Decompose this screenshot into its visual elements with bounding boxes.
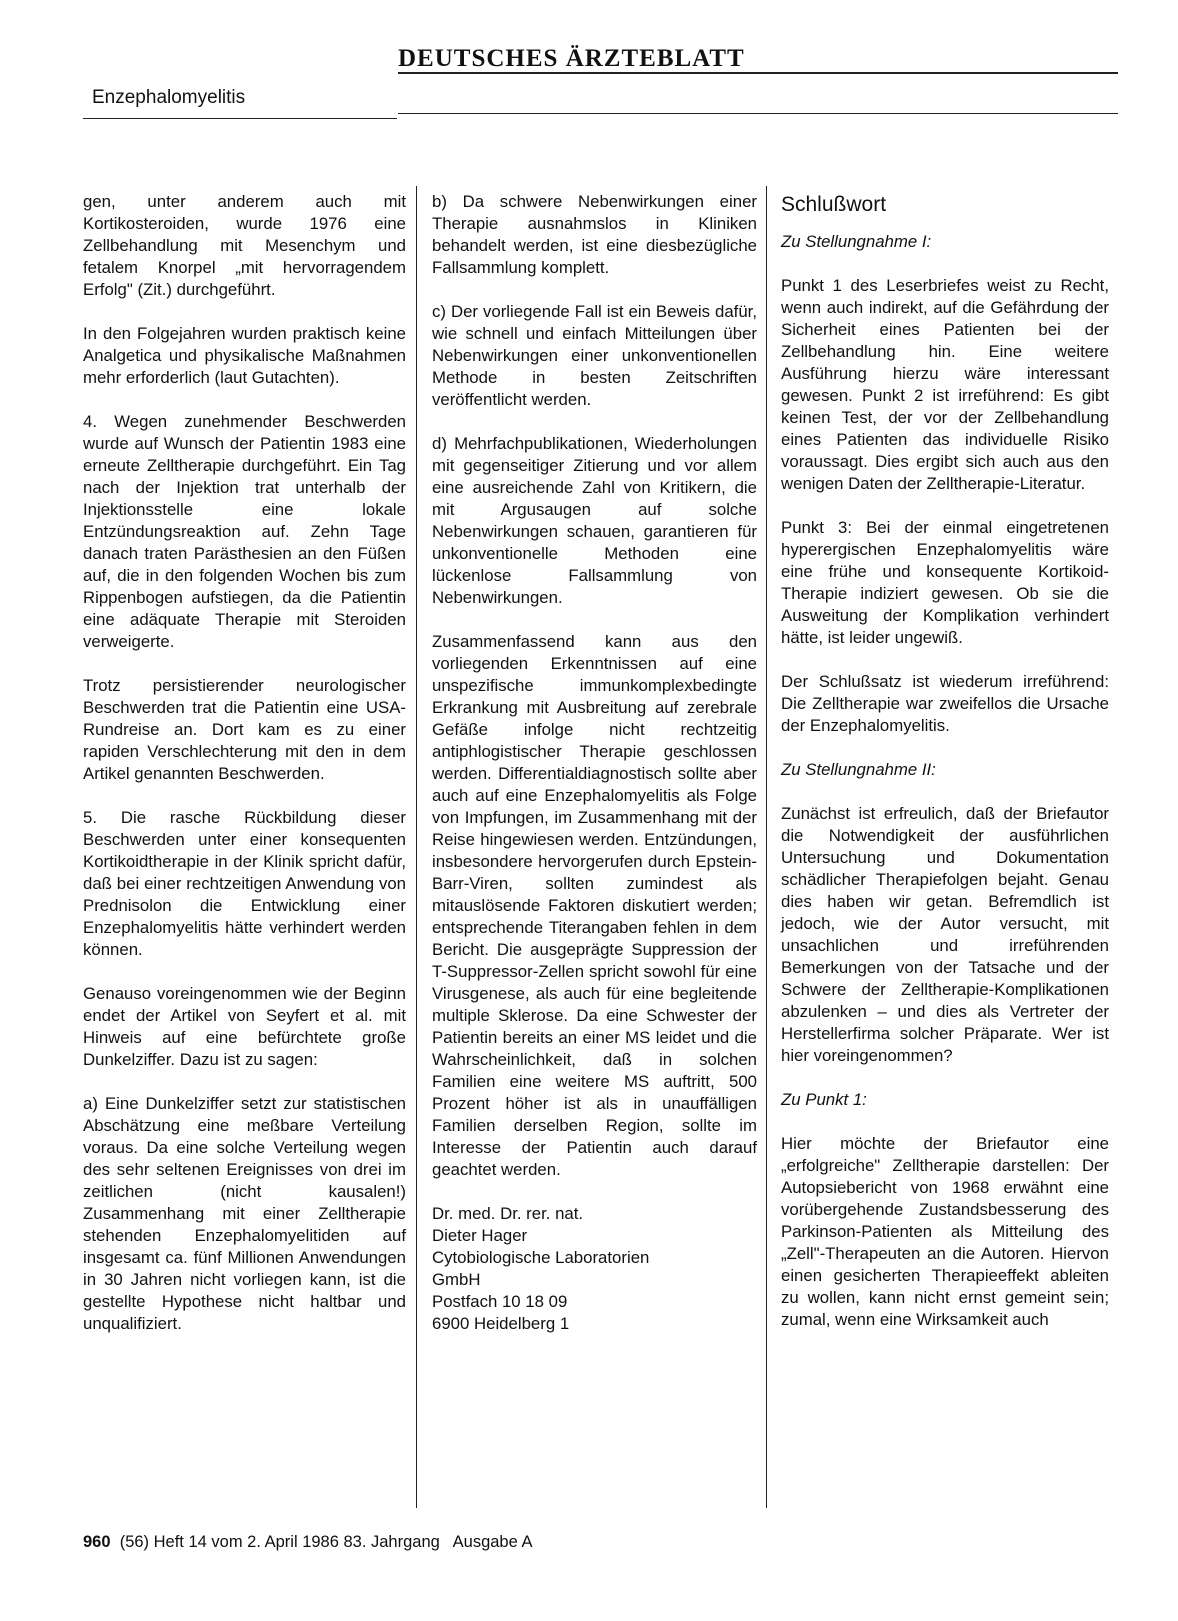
- column-3: [781, 191, 1109, 1353]
- col3-paragraph-5: Hier möchte der Briefautor eine „erfolgreiche" Zelltherapie darstellen: Der Autopsiebericht von 1968 erwähnt eine vorübergehende Zustandsbesserung des Parkinson-Patienten als Mitteilung des „Zell"-Therapeuten an die Autoren. Hiervon einen gesicherten Therapieeffekt ableiten zu wollen, kann nicht ernst gemeint sein; zumal, wenn eine Wirksamkeit auch: [781, 1134, 1109, 1329]
- col2-paragraph-1: b) Da schwere Nebenwirkungen einer Therapie ausnahmslos in Kliniken behandelt werden, ist eine diesbezügliche Fallsammlung komplett.: [432, 192, 757, 277]
- closing-heading: Schlußwort: [781, 193, 887, 216]
- masthead-rule: [398, 72, 1118, 74]
- address-line: Dieter Hager: [432, 1226, 528, 1245]
- col1-paragraph-3: 4. Wegen zunehmender Beschwerden wurde auf Wunsch der Patientin 1983 eine erneute Zelltherapie durchgeführt. Ein Tag nach der Injektion trat unterhalb der Injektionsstelle eine lokale Entzündungsreaktion auf. Zehn Tage danach traten Parästhesien an den Füßen auf, die in den folgenden Wochen bis zum Rippenbogen aufstiegen, da die Patientin eine adäquate Therapie mit Steroiden verweigerte.: [83, 412, 406, 651]
- col1-paragraph-5: 5. Die rasche Rückbildung dieser Beschwerden unter einer konsequenten Kortikoidtherapie in der Klinik spricht dafür, daß bei einer rechtzeitigen Anwendung von Prednisolon die Entwicklung einer Enzephalomyelitis hätte verhindert werden können.: [83, 808, 406, 959]
- masthead: DEUTSCHES ÄRZTEBLATT: [398, 45, 745, 72]
- col3-paragraph-4: Zunächst ist erfreulich, daß der Briefautor die Notwendigkeit der ausführlichen Untersuchung und Dokumentation schädlicher Therapiefolgen bejaht. Genau dies haben wir getan. Befremdlich ist jedoch, wie der Autor versucht, mit unsachlichen und irreführenden Bemerkungen von der Tatsache und der Schwere der Zelltherapie-Komplikationen abzulenken – und dies als Vertreter der Herstellerfirma solcher Präparate. Wer ist hier voreingenommen?: [781, 804, 1109, 1065]
- address-line: Postfach 10 18 09: [432, 1292, 568, 1311]
- column-divider-2: [766, 186, 767, 1508]
- column-2: [432, 191, 757, 1357]
- subheading-point-1: Zu Punkt 1:: [781, 1090, 867, 1109]
- col2-paragraph-4: Zusammenfassend kann aus den vorliegenden Erkenntnissen auf eine unspezifische immunkomplexbedingte Erkrankung mit Ausbreitung auf zerebrale Gefäße infolge nicht rechtzeitig antiphlogistischer Therapie geschlossen werden. Differentialdiagnostisch sollte aber auch auf eine Enzephalomyelitis als Folge von Impfungen, im Zusammenhang mit der Reise hingewiesen werden. Entzündungen, insbesondere hervorgerufen durch Epstein-Barr-Viren, sollten zumindest als mitauslösende Faktoren diskutiert werden; entsprechende Titerangaben fehlen in dem Bericht. Die ausgeprägte Suppression der T-Suppressor-Zellen spricht sowohl für eine Virusgenese, als auch für eine begleitende multiple Sklerose. Da eine Schwester der Patientin bereits an einer MS leidet und die Wahrscheinlichkeit, daß in solchen Familien eine weitere MS auftritt, 500 Prozent höher ist als in unauffälligen Familien derselben Region, sollte im Interesse der Patientin auch darauf geachtet werden.: [432, 632, 757, 1179]
- col1-paragraph-6: Genauso voreingenommen wie der Beginn endet der Artikel von Seyfert et al. mit Hinweis auf eine befürchtete große Dunkelziffer. Dazu ist zu sagen:: [83, 984, 406, 1069]
- col2-paragraph-2: c) Der vorliegende Fall ist ein Beweis dafür, wie schnell und einfach Mitteilungen über Nebenwirkungen einer unkonventionellen Methode in besten Zeitschriften veröffentlicht werden.: [432, 302, 757, 409]
- col3-paragraph-3: Der Schlußsatz ist wiederum irreführend: Die Zelltherapie war zweifellos die Ursache der Enzephalomyelitis.: [781, 672, 1109, 735]
- column-1: [83, 191, 406, 1357]
- page-footer: [83, 1531, 532, 1553]
- col3-paragraph-2: Punkt 3: Bei der einmal eingetretenen hyperergischen Enzephalomyelitis wäre eine frühe und konsequente Kortikoid-Therapie indiziert gewesen. Ob sie die Ausweitung der Komplikation verhindert hätte, ist leider ungewiß.: [781, 518, 1109, 647]
- page-number: 960: [83, 1533, 111, 1551]
- col2-paragraph-3: d) Mehrfachpublikationen, Wiederholungen mit gegenseitiger Zitierung und vor allem eine ausreichende Zahl von Kritikern, die mit Argusaugen auf solche Nebenwirkungen schauen, garantieren für unkonventionelle Methoden eine lückenlose Fallsammlung von Nebenwirkungen.: [432, 434, 757, 607]
- section-rule-right: [398, 113, 1118, 114]
- address-line: GmbH: [432, 1270, 481, 1289]
- col1-paragraph-1: gen, unter anderem auch mit Kortikosteroiden, wurde 1976 eine Zellbehandlung mit Mesenchym und fetalem Knorpel „mit hervorragendem Erfolg" (Zit.) durchgeführt.: [83, 192, 406, 299]
- col1-paragraph-2: In den Folgejahren wurden praktisch keine Analgetica und physikalische Maßnahmen mehr erforderlich (laut Gutachten).: [83, 324, 406, 387]
- section-label: Enzephalomyelitis: [92, 87, 246, 108]
- subheading-statement-1: Zu Stellungnahme I:: [781, 232, 932, 251]
- section-rule-left: [83, 118, 397, 119]
- column-divider-1: [416, 186, 417, 1508]
- subheading-statement-2: Zu Stellungnahme II:: [781, 760, 936, 779]
- address-line: 6900 Heidelberg 1: [432, 1314, 570, 1333]
- col3-paragraph-1: Punkt 1 des Leserbriefes weist zu Recht, wenn auch indirekt, auf die Gefährdung der Sicherheit eines Patienten bei der Zellbehandlung hin. Eine weitere Ausführung hierzu wäre interessant gewesen. Punkt 2 ist irreführend: Es gibt keinen Test, der vor der Zellbehandlung eines Patienten das individuelle Risiko voraussagt. Dies ergibt sich auch aus den wenigen Daten der Zelltherapie-Literatur.: [781, 276, 1109, 493]
- col1-paragraph-7: a) Eine Dunkelziffer setzt zur statistischen Abschätzung eine meßbare Verteilung voraus. Da eine solche Verteilung wegen des sehr seltenen Ereignisses von drei im zeitlichen (nicht kausalen!) Zusammenhang mit einer Zelltherapie stehenden Enzephalomyelitiden auf insgesamt ca. fünf Millionen Anwendungen in 30 Jahren nicht vorliegen kann, ist die gestellte Hypothese nicht haltbar und unqualifiziert.: [83, 1094, 406, 1333]
- col1-paragraph-4: Trotz persistierender neurologischer Beschwerden trat die Patientin eine USA-Rundreise an. Dort kam es zu einer rapiden Verschlechterung mit den in dem Artikel genannten Beschwerden.: [83, 676, 406, 783]
- issue-info: (56) Heft 14 vom 2. April 1986 83. Jahrgang Ausgabe A: [119, 1533, 533, 1551]
- author-address: [432, 1203, 757, 1335]
- address-line: Dr. med. Dr. rer. nat.: [432, 1204, 584, 1223]
- address-line: Cytobiologische Laboratorien: [432, 1248, 650, 1267]
